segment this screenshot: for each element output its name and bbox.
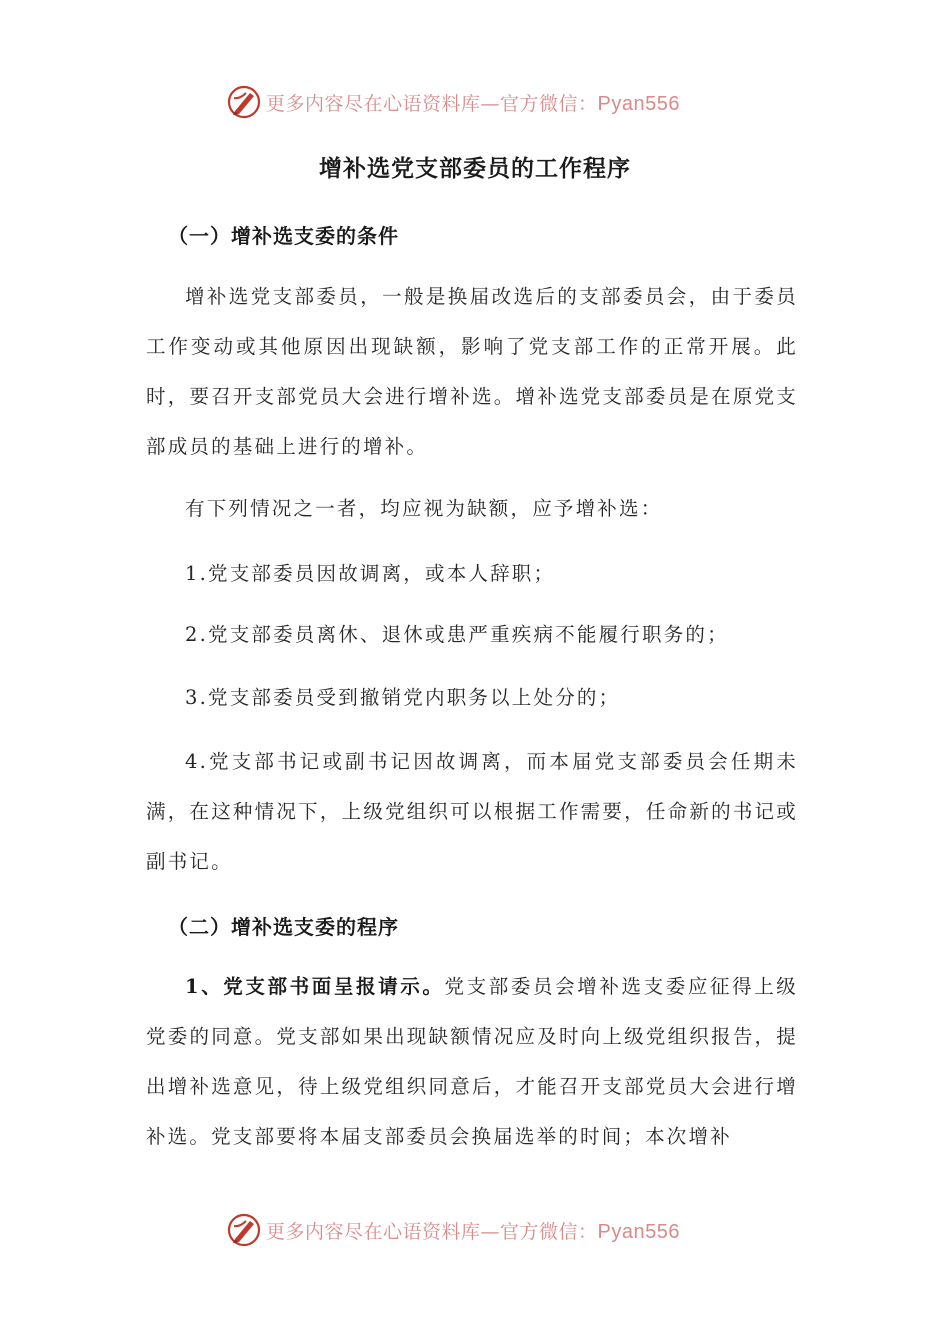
pen-logo-icon [226,1212,262,1248]
list-item: 3.党支部委员受到撤销党内职务以上处分的； [185,686,621,709]
paragraph-step-1 [146,962,798,1162]
watermark-footer [226,1210,746,1250]
section-heading-conditions: （一）增补选支委的条件 [168,224,399,248]
step-1-body: 党支部委员会增补选支委应征得上级党委的同意。党支部如果出现缺额情况应及时向上级党组织报告，提出增补选意见，待上级党组织同意后，才能召开支部党员大会进行增补选。党支部要将本届支部委员会换届选举的时间；本次增补 [146,975,799,1148]
paragraph-intro: 增补选党支部委员，一般是换届改选后的支部委员会，由于委员工作变动或其他原因出现缺额，影响了党支部工作的正常开展。此时，要召开支部党员大会进行增补选。增补选党支部委员是在原党支部成员的基础上进行的增补。 [146,285,798,458]
paragraph-vacancy-cases: 有下列情况之一者，均应视为缺额，应予增补选： [185,497,663,520]
list-item: 4.党支部书记或副书记因故调离，而本届党支部委员会任期未满，在这种情况下，上级党组织可以根据工作需要，任命新的书记或副书记。 [146,750,798,873]
step-1-lead: 1、党支部书面呈报请示。 [185,975,445,998]
watermark-header [226,82,746,122]
section-heading-procedure: （二）增补选支委的程序 [168,915,399,939]
document-title: 增补选党支部委员的工作程序 [319,155,631,182]
watermark-text: 更多内容尽在心语资料库—官方微信：Pyan556 [266,92,680,115]
list-item: 1.党支部委员因故调离，或本人辞职； [185,562,556,585]
list-item: 2.党支部委员离休、退休或患严重疾病不能履行职务的； [185,623,729,646]
watermark-text: 更多内容尽在心语资料库—官方微信：Pyan556 [266,1220,680,1243]
pen-logo-icon [226,84,262,120]
